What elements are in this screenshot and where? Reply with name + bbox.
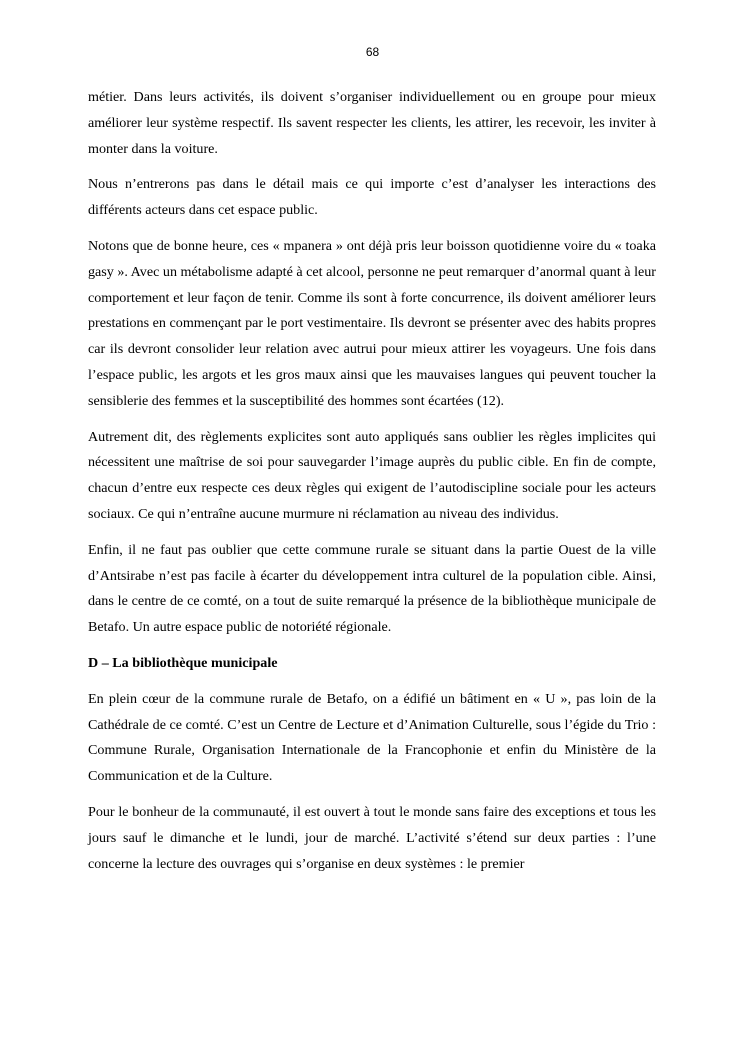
paragraph-batiment: En plein cœur de la commune rurale de Betafo, on a édifié un bâtiment en « U », pas loin de la Cathédrale de ce comté. C’est un Centre de Lecture et d’Animation Culturelle, sous l’égide du Trio : Commune Rurale, Organisation Internationale de la Francophonie et enfin du Ministère de la Communication et de la Culture. [88, 690, 656, 785]
paragraph-metier: métier. Dans leurs activités, ils doivent s’organiser individuellement ou en groupe pour mieux améliorer leur système respectif. Ils savent respecter les clients, les attirer, les recevoir, les inviter à monter dans la voiture. [88, 89, 656, 157]
document-body [88, 85, 656, 887]
paragraph-mpanera: Notons que de bonne heure, ces « mpanera » ont déjà pris leur boisson quotidienne voire du « toaka gasy ». Avec un métabolisme adapté à cet alcool, personne ne peut remarquer d’anormal quant à leur comportement et leur façon de tenir. Comme ils sont à forte concurrence, ils doivent améliorer leurs prestations en commençant par le port vestimentaire. Ils devront se présenter avec des habits propres car ils devront consolider leur relation avec autrui pour mieux attirer les voyageurs. Une fois dans l’espace public, les argots et les gros maux ainsi que les mauvaises langues qui peuvent toucher la sensiblerie des femmes et la susceptibilité des hommes sont écartées (12). [88, 237, 656, 409]
paragraph-commune-rurale: Enfin, il ne faut pas oublier que cette commune rurale se situant dans la partie Ouest de la ville d’Antsirabe n’est pas facile à écarter du développement intra culturel de la population cible. Ainsi, dans le centre de ce comté, on a tout de suite remarqué la présence de la bibliothèque municipale de Betafo. Un autre espace public de notoriété régionale. [88, 541, 656, 636]
page-number: 68 [365, 45, 380, 59]
section-heading: D – La bibliothèque municipale [88, 654, 278, 671]
paragraph-reglements: Autrement dit, des règlements explicites sont auto appliqués sans oublier les règles implicites qui nécessitent une maîtrise de soi pour sauvegarder l’image auprès du public cible. En fin de compte, chacun d’entre eux respecte ces deux règles qui exigent de l’autodiscipline sociale pour les acteurs sociaux. Ce qui n’entraîne aucune murmure ni réclamation au niveau des individus. [88, 428, 656, 522]
paragraph-interactions: Nous n’entrerons pas dans le détail mais ce qui importe c’est d’analyser les interactions des différents acteurs dans cet espace public. [88, 176, 656, 219]
paragraph-communaute: Pour le bonheur de la communauté, il est ouvert à tout le monde sans faire des exceptions et tous les jours sauf le dimanche et le lundi, jour de marché. L’activité s’étend sur deux parties : l’une concerne la lecture des ouvrages qui s’organise en deux systèmes : le premier [88, 803, 656, 872]
